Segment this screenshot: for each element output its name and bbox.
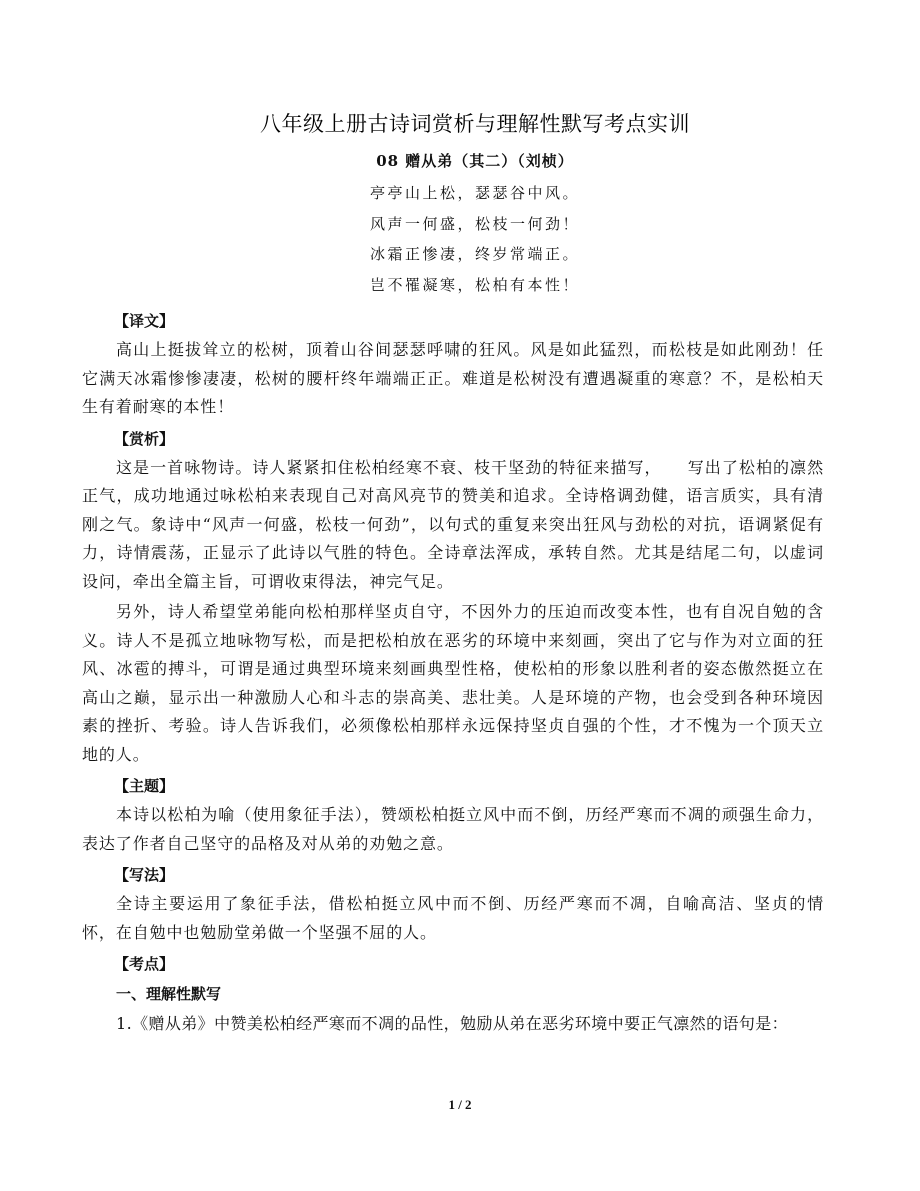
poem-line: 亭亭山上松，瑟瑟谷中风。 [369,184,580,202]
section-heading-appreciation: 【赏析】 [114,429,175,448]
theme-paragraph: 本诗以松柏为喻（使用象征手法），赞颂松柏挺立风中而不倒，历经严寒而不凋的顽强生命力，表达了作者自己坚守的品格及对从弟的劝勉之意。 [82,805,824,853]
poem-text [0,178,920,300]
poem-line: 冰霜正惨凄，终岁常端正。 [369,245,580,263]
document-body [82,306,824,1039]
section-heading-theme: 【主题】 [114,777,175,795]
document-title: 八年级上册古诗词赏析与理解性默写考点实训 [260,112,690,136]
writing-paragraph: 全诗主要运用了象征手法，借松柏挺立风中而不倒、历经严寒而不凋，自喻高洁、坚贞的情怀，在自勉中也勉励堂弟做一个坚强不屈的人。 [82,894,824,942]
poem-line: 风声一何盛，松枝一何劲！ [369,214,580,233]
appreciation-paragraph-2: 另外，诗人希望堂弟能向松柏那样坚贞自守，不因外力的压迫而改变本性，也有自况自勉的含义。诗人不是孤立地咏物写松，而是把松柏放在恶劣的环境中来刻画，突出了它与作为对立面的狂风、冰雹的搏斗，可谓是通过典型环境来刻画典型性格，使松柏的形象以胜利者的姿态傲然挺立在高山之巅，显示出一种激励人心和斗志的崇高美、悲壮美。人是环境的产物，也会受到各种环境因素的挫折、考验。诗人告诉我们，必须像松柏那样永远保持坚贞自强的个性，才不愧为一个顶天立地的人。 [82,602,824,764]
appreciation-paragraph-1 [82,454,824,597]
poem-title: 08 赠从弟（其二）（刘桢） [376,152,574,170]
poem-line: 岂不罹凝寒，松柏有本性！ [369,275,580,294]
page-indicator: 1 / 2 [448,1097,472,1112]
section-heading-writing: 【写法】 [114,866,175,884]
exam-question-1: 1.《赠从弟》中赞美松柏经严寒而不凋的品性，勉励从弟在恶劣环境中要正气凛然的语句是： [116,1014,789,1033]
translation-paragraph: 高山上挺拔耸立的松树，顶着山谷间瑟瑟呼啸的狂风。风是如此猛烈，而松枝是如此刚劲！任它满天冰霜惨惨凄凄，松树的腰杆终年端端正正。难道是松树没有遭遇凝重的寒意？不，是松柏天生有着耐寒的本性！ [82,340,824,416]
appreciation-paragraph-1-part-a: 这是一首咏物诗。诗人紧紧扣住松柏经寒不衰、枝干坚劲的特征来描写， [116,457,662,477]
appreciation-paragraph-1-part-b: 写出了松柏的凛然正气，成功地通过咏松柏来表现自己对高风亮节的赞美和追求。全诗格调劲健，语言质实，具有清刚之气。象诗中“风声一何盛，松枝一何劲”，以句式的重复来突出狂风与劲松的对抗，语调紧促有力，诗情震荡，正显示了此诗以气胜的特色。全诗章法浑成，承转自然。尤其是结尾二句，以虚词设问，牵出全篇主旨，可谓收束得法，神完气足。 [82,457,824,591]
section-heading-exam-points: 【考点】 [114,955,175,973]
exam-sub-heading: 一、理解性默写 [116,985,222,1003]
section-heading-translation: 【译文】 [114,312,175,330]
